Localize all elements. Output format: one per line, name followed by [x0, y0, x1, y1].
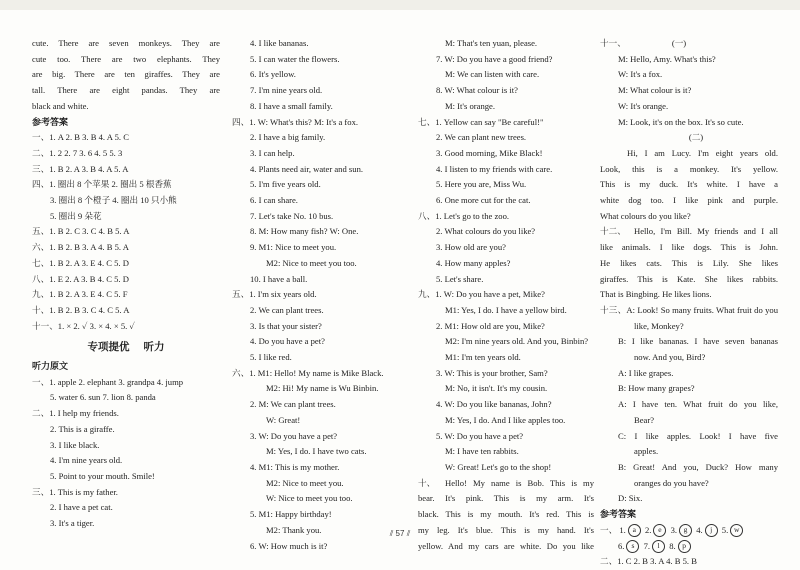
text-line: giraffes. This is Kate. She likes rabbits. [600, 273, 778, 284]
column-1 [32, 36, 220, 532]
listening-heading: 听力原文 [32, 361, 69, 372]
text-line: 7. W: Do you have a good friend? [436, 53, 553, 64]
text-line: 2. I have a big family. [250, 132, 326, 143]
text-line: white dog too. I like pink and purple. [600, 195, 778, 206]
text-line: 5. M1: Happy birthday! [250, 509, 332, 520]
text-line: D: Six. [618, 493, 643, 504]
text-line: 2. What colours do you like? [436, 226, 536, 237]
text-line: M: We can listen with care. [445, 69, 540, 80]
text-line: M2: Nice to meet you too. [266, 257, 357, 268]
listen-line: 5. Point to your mouth. Smile! [50, 470, 155, 481]
text-line: Look, this is a monkey. It's yellow. [600, 163, 778, 174]
text-line: 6. One more cut for the cat. [436, 195, 531, 206]
text-line: 6. It's yellow. [250, 69, 296, 80]
text-line: 七、1. Yellow can say "Be careful!" [418, 116, 544, 127]
text-line: oranges do you have? [634, 477, 709, 488]
answer-line: 十、1. B 2. B 3. C 4. C 5. A [32, 304, 130, 315]
text-line: 6. I can share. [250, 195, 298, 206]
listen-line: 三、1. This is my father. [32, 486, 118, 497]
text-line: M: I have ten rabbits. [445, 446, 519, 457]
text-line: 4. Plants need air, water and sun. [250, 163, 364, 174]
listen-line: 一、1. apple 2. elephant 3. grandpa 4. jump [32, 376, 184, 387]
text-line: 9. M1: Nice to meet you. [250, 242, 337, 253]
text-line: M2: Nice to meet you. [266, 477, 344, 488]
text-line: yellow. And my cars are white. Do you like [418, 540, 594, 551]
answer-num: 7. [643, 540, 651, 551]
listen-line: 3. I like black. [50, 439, 100, 450]
column-2 [232, 36, 417, 554]
text-line: He likes cats. This is Lily. She likes [600, 257, 778, 268]
text-line: Hi, I am Lucy. I'm eight years old. [627, 147, 778, 158]
text-line: 五、1. I'm six years old. [232, 289, 317, 300]
top-band [0, 0, 800, 10]
answer-line: 九、1. B 2. A 3. E 4. C 5. F [32, 289, 128, 300]
circled-letter: w [730, 524, 743, 537]
text-line: 2. We can plant trees. [250, 304, 324, 315]
text-line: 4. Do you have a pet? [250, 336, 325, 347]
text-line: M2: I'm nine years old. And you, Binbin? [445, 336, 589, 347]
text-line: 10. I have a ball. [250, 273, 308, 284]
text-line: 7. Let's take No. 10 bus. [250, 210, 334, 221]
text-line: M: That's ten yuan, please. [445, 38, 538, 48]
answers-heading: 参考答案 [32, 116, 69, 127]
section-eleven-label: 十一、 [600, 38, 626, 48]
text-line: 十三、A: Look! So many fruits. What fruit do you [600, 304, 778, 315]
answer-line: 五、1. B 2. C 3. C 4. B 5. A [32, 226, 130, 237]
answer-line: 一、1. A 2. B 3. B 4. A 5. C [32, 132, 129, 143]
listen-line: 4. I'm nine years old. [50, 455, 123, 466]
text-line: B: How many grapes? [618, 383, 695, 394]
listen-line: 2. This is a giraffe. [50, 423, 115, 434]
answer-line: 八、1. E 2. A 3. B 4. C 5. D [32, 273, 129, 284]
text-line: black. This is my mouth. It's red. This is [418, 509, 594, 520]
text-line: B: I like bananas. I have seven bananas [618, 336, 778, 347]
text-line: 九、1. W: Do you have a pet, Mike? [418, 289, 545, 300]
text-line: That is Bingbing. He likes lions. [600, 289, 712, 300]
circle-answer-row [600, 539, 778, 555]
circled-letter: g [679, 524, 692, 537]
text-line: 5. W: Do you have a pet? [436, 430, 524, 441]
text-line: 5. I can water the flowers. [250, 53, 340, 64]
text-line: 8. I have a small family. [250, 100, 333, 111]
circled-letter: s [626, 540, 639, 553]
text-line: A: I like grapes. [618, 367, 674, 378]
text-line: 7. I'm nine years old. [250, 85, 323, 96]
circled-letter: l [652, 540, 665, 553]
text-line: 5. I'm five years old. [250, 179, 321, 190]
text-line: This is my duck. It's white. I have a [600, 179, 778, 190]
answer-line: 5. 圈出 9 朵花 [50, 210, 102, 221]
circled-letter: e [653, 524, 666, 537]
text-line: 5. I like red. [250, 352, 292, 363]
section-ten-label: 十、 [418, 477, 436, 488]
text-line: apples. [634, 446, 659, 457]
text-line: M1: I'm ten years old. [445, 352, 521, 363]
text-line: Hello, I'm Bill. My friends and I all [634, 226, 778, 237]
section-title [32, 340, 220, 356]
text-line: are big. There are ten giraffes. They are [32, 69, 220, 80]
text-line: W: Nice to meet you too. [266, 493, 353, 504]
text-line: now. And you, Bird? [634, 352, 706, 363]
part-two-label: (二) [688, 132, 704, 143]
text-line: 3. Is that your sister? [250, 320, 322, 331]
listen-line: 5. water 6. sun 7. lion 8. panda [50, 392, 156, 403]
text-line: What colours do you like? [600, 210, 691, 221]
answer-line: 七、1. B 2. A 3. E 4. C 5. D [32, 257, 129, 268]
text-line: M: Yes, I do. And I like apples too. [445, 414, 566, 425]
text-line: 8. M: How many fish? W: One. [250, 226, 359, 237]
text-line: W: Great! Let's go to the shop! [445, 461, 552, 472]
text-line: 3. W: Do you have a pet? [250, 430, 338, 441]
text-line: 4. I listen to my friends with care. [436, 163, 553, 174]
right-ornament-icon: ⫽ [406, 529, 411, 538]
text-line: 2. We can plant new trees. [436, 132, 527, 143]
text-line: 5. Let's share. [436, 273, 484, 284]
text-line: 8. W: What colour is it? [436, 85, 518, 96]
circled-letter: a [628, 524, 641, 537]
answer-num: 5. [721, 524, 729, 535]
page-number [0, 529, 800, 539]
answer-line: 六、1. B 2. B 3. A 4. B 5. A [32, 242, 129, 253]
text-line: 3. I can help. [250, 147, 295, 158]
text-line [600, 224, 778, 240]
listen-line: 2. I have a pet cat. [50, 502, 113, 513]
text-line: C: I like apples. Look! I have five [618, 430, 778, 441]
text-line: M: No, it isn't. It's my cousin. [445, 383, 548, 394]
text-line: 4. I like bananas. [250, 38, 309, 48]
text-line: 3. Good morning, Mike Black! [436, 147, 543, 158]
answer-num: 4. [696, 524, 703, 535]
answer-num: 8. [669, 540, 676, 551]
text-line: W: Great! [266, 414, 301, 425]
left-ornament-icon: ⫽ [389, 529, 394, 538]
answers-heading: 参考答案 [600, 509, 637, 520]
text-line: 6. W: How much is it? [250, 540, 328, 551]
text-line: 2. M1: How old are you, Mike? [436, 320, 545, 331]
answer-num: 2. [644, 524, 652, 535]
text-line: my leg. It's blue. This is my hand. It's [418, 524, 594, 535]
text-line: M2: Hi! My name is Wu Binbin. [266, 383, 379, 394]
answer-line: 二、1. C 2. B 3. A 4. B 5. B [600, 556, 697, 567]
text-line: 4. How many apples? [436, 257, 511, 268]
text-line: 5. Here you are, Miss Wu. [436, 179, 527, 190]
text-line: M: Look, it's on the box. It's so cute. [618, 116, 744, 127]
page-number-value: 57 [395, 529, 405, 538]
text-line: tall. There are eight pandas. They are [32, 85, 220, 96]
text-line: W: It's orange. [618, 100, 669, 111]
text-line: M: What colour is it? [618, 85, 692, 96]
section-twelve-label: 十二、 [600, 226, 626, 237]
text-line: like, Monkey? [634, 320, 684, 331]
text-line: M: It's orange. [445, 100, 495, 111]
text-line [600, 36, 778, 52]
text-line: 3. How old are you? [436, 242, 506, 253]
circled-letter: p [678, 540, 691, 553]
text-line: 八、1. Let's go to the zoo. [418, 210, 510, 221]
circled-letter: j [705, 524, 718, 537]
section-title-b: 听力 [143, 341, 165, 354]
text-line: B: Great! And you, Duck? How many [618, 461, 778, 472]
answer-line: 二、1. 2 2. 7 3. 6 4. 5 5. 3 [32, 147, 123, 158]
section-title-a: 专项提优 [87, 341, 130, 354]
answer-line: 3. 圈出 8 个橙子 4. 圈出 10 只小熊 [50, 195, 177, 206]
part-one-label: (一) [671, 38, 687, 48]
column-3 [418, 36, 594, 554]
text-line: M1: Yes, I do. I have a yellow bird. [445, 304, 567, 315]
text-line: W: It's a fox. [618, 69, 663, 80]
text-line: Hello! My name is Bob. This is my [445, 477, 594, 488]
listen-line: 二、1. I help my friends. [32, 408, 119, 419]
column-4 [600, 36, 778, 570]
text-line: 3. W: This is your brother, Sam? [436, 367, 548, 378]
text-line: bear. It's pink. This is my arm. It's [418, 493, 594, 504]
text-line: Bear? [634, 414, 655, 425]
text-line: M: Hello, Amy. What's this? [618, 53, 716, 64]
answer-line: 四、1. 圈出 8 个苹果 2. 圈出 5 根香蕉 [32, 179, 172, 190]
text-line: cute too. There are two elephants. They [32, 53, 220, 64]
answer-num: 1. [619, 524, 626, 535]
text-line: 四、1. W: What's this? M: It's a fox. [232, 116, 359, 127]
row-prefix: 一、 [600, 524, 618, 535]
listen-line: 3. It's a tiger. [50, 518, 95, 529]
text-line [418, 476, 594, 492]
answer-num: 3. [670, 524, 678, 535]
text-line: like animals. I like dogs. This is John. [600, 242, 778, 253]
text-line: A: I have ten. What fruit do you like, [618, 399, 778, 410]
text-line: M2: Thank you. [266, 524, 322, 535]
answer-num: 6. [618, 540, 625, 551]
text-line: M: Yes, I do. I have two cats. [266, 446, 367, 457]
text-line: black and white. [32, 100, 89, 111]
text-line: 2. M: We can plant trees. [250, 399, 336, 410]
text-line: 4. W: Do you like bananas, John? [436, 399, 552, 410]
answer-line: 十一、1. × 2. ✓ 3. × 4. × 5. ✓ [32, 320, 135, 331]
text-line: 4. M1: This is my mother. [250, 461, 340, 472]
text-line: 六、1. M1: Hello! My name is Mike Black. [232, 367, 384, 378]
answer-line: 三、1. B 2. A 3. B 4. A 5. A [32, 163, 129, 174]
text-line: cute. There are seven monkeys. They are [32, 38, 220, 48]
